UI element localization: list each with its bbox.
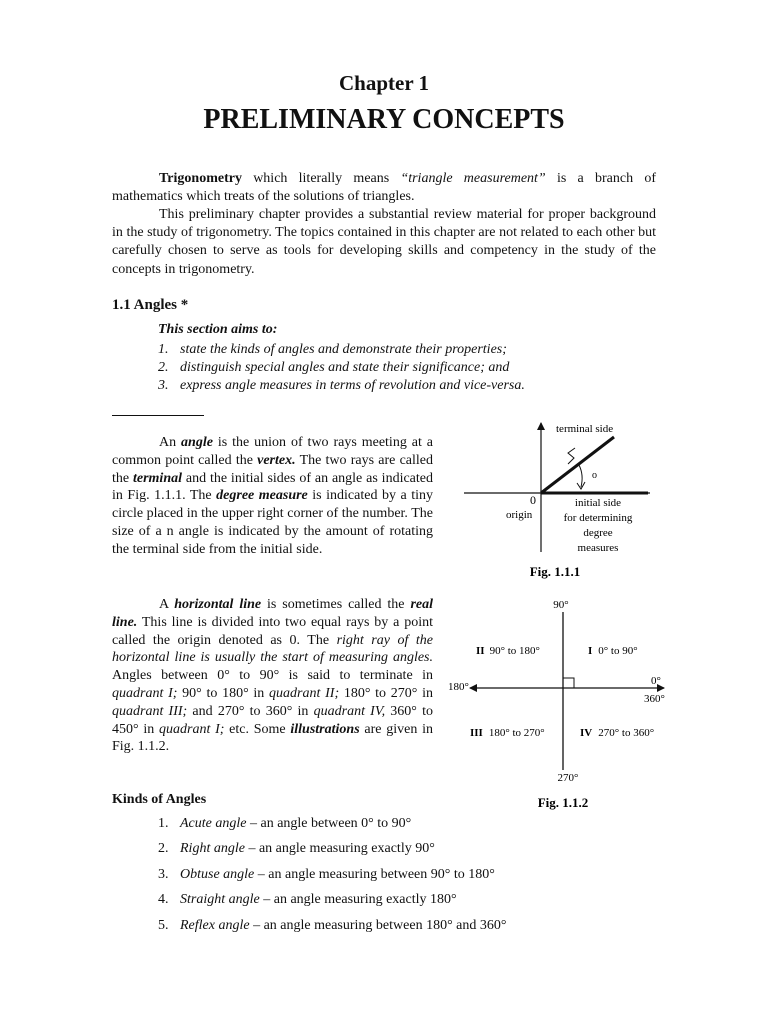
- quadrant-2-label: II 90° to 180°: [476, 645, 540, 657]
- aims-list: [158, 341, 525, 396]
- figure-1-1-2-caption: Fig. 1.1.2: [537, 795, 589, 810]
- right-angle-marker: [563, 678, 574, 688]
- term-degree-measure: degree measure: [216, 488, 308, 504]
- list-item: 5. Reflex angle – an angle measuring between 180° and 360°: [158, 917, 507, 933]
- intro-paragraph-2: This preliminary chapter provides a substantial review material for proper background in the study of trigonometry. The topics contained in this chapter are not related to each other but carefully chosen to serve as tools for developing skills and competency in the study of the concepts in trigonometry.: [112, 207, 656, 277]
- list-item: 1. state the kinds of angles and demonstrate their properties;: [158, 342, 507, 357]
- quote-triangle-measurement: “triangle measurement”: [400, 171, 546, 186]
- term-terminal: terminal: [132, 470, 182, 486]
- intro-paragraph-1: Trigonometry which literally means “triangle measurement” is a branch of mathematics which treats of the solutions of triangles.: [112, 171, 656, 205]
- list-item: 3. Obtuse angle – an angle measuring between 90° to 180°: [158, 866, 495, 882]
- quadrant-3-label: III 180° to 270°: [470, 727, 545, 739]
- footnote-rule: [112, 415, 204, 416]
- label-270: 270°: [557, 772, 579, 784]
- term-angle: angle: [181, 435, 213, 450]
- degree-mark: o: [592, 470, 597, 481]
- label-90: 90°: [553, 599, 569, 611]
- term-horizontal-line: horizontal line: [174, 597, 262, 612]
- label-360: 360°: [644, 693, 665, 705]
- initial-side-label-line-3: degree: [583, 527, 613, 539]
- figure-1-1-1-caption: Fig. 1.1.1: [529, 564, 581, 579]
- chapter-label: Chapter 1: [338, 71, 430, 95]
- angle-paragraph: An angle is the union of two rays meeting at a common point called the vertex. The two rays are called the terminal and the initial sides of an angle as indicated in Fig. 1.1.1. The degree measure is indicated by a tiny circle placed in the upper right corner of the number. The size of a n angle is indicated by the amount of rotating the terminal side from the initial side.: [112, 435, 433, 557]
- label-0: 0°: [651, 675, 661, 687]
- list-item: 2. Right angle – an angle measuring exactly 90°: [158, 841, 435, 857]
- zero-label: 0: [530, 493, 536, 507]
- initial-side-label-line-4: measures: [577, 542, 619, 554]
- quadrant-4-label: IV 270° to 360°: [580, 727, 655, 739]
- term-trigonometry: Trigonometry: [159, 171, 242, 186]
- origin-label: origin: [506, 509, 533, 521]
- initial-side-label-line-1: initial side: [574, 497, 622, 509]
- kinds-list: [158, 816, 506, 943]
- kinds-heading: Kinds of Angles: [112, 792, 207, 807]
- horizontal-line-paragraph: A horizontal line is sometimes called the real line. This line is divided into two equal rays by a point called the origin denoted as 0. The right ray of the horizontal line is usually the start of measuring angles. Angles between 0° to 90° is said to terminate in quadrant I; 90° to 180° in quadrant II; 180° to 270° in quadrant III; and 270° to 360° in quadrant IV, 360° to 450° in quadrant I; etc. Some illustrations are given in Fig. 1.1.2.: [112, 597, 434, 755]
- figure-1-1-2: [440, 592, 668, 814]
- figure-1-1-1: [450, 415, 660, 585]
- list-item: 3. express angle measures in terms of revolution and vice-versa.: [158, 378, 525, 394]
- term-vertex: vertex.: [257, 452, 296, 468]
- term-illustrations: illustrations: [290, 721, 360, 737]
- list-item: 2. distinguish special angles and state their significance; and: [158, 360, 510, 376]
- initial-side-label-line-2: for determining: [563, 512, 633, 524]
- pointer-squiggle: [568, 448, 575, 464]
- section-heading: 1.1 Angles *: [112, 297, 189, 313]
- label-180: 180°: [448, 681, 469, 693]
- list-item: 4. Straight angle – an angle measuring exactly 180°: [158, 892, 457, 908]
- chapter-title: PRELIMINARY CONCEPTS: [203, 104, 565, 135]
- quadrant-1-label: I 0° to 90°: [588, 645, 638, 657]
- rotation-arc: [579, 465, 582, 487]
- terminal-side-label: terminal side: [556, 423, 614, 435]
- list-item: 1. Acute angle – an angle between 0° to 90°: [158, 816, 412, 831]
- term-real-line: real line.: [112, 597, 434, 630]
- aims-heading: This section aims to:: [158, 322, 278, 337]
